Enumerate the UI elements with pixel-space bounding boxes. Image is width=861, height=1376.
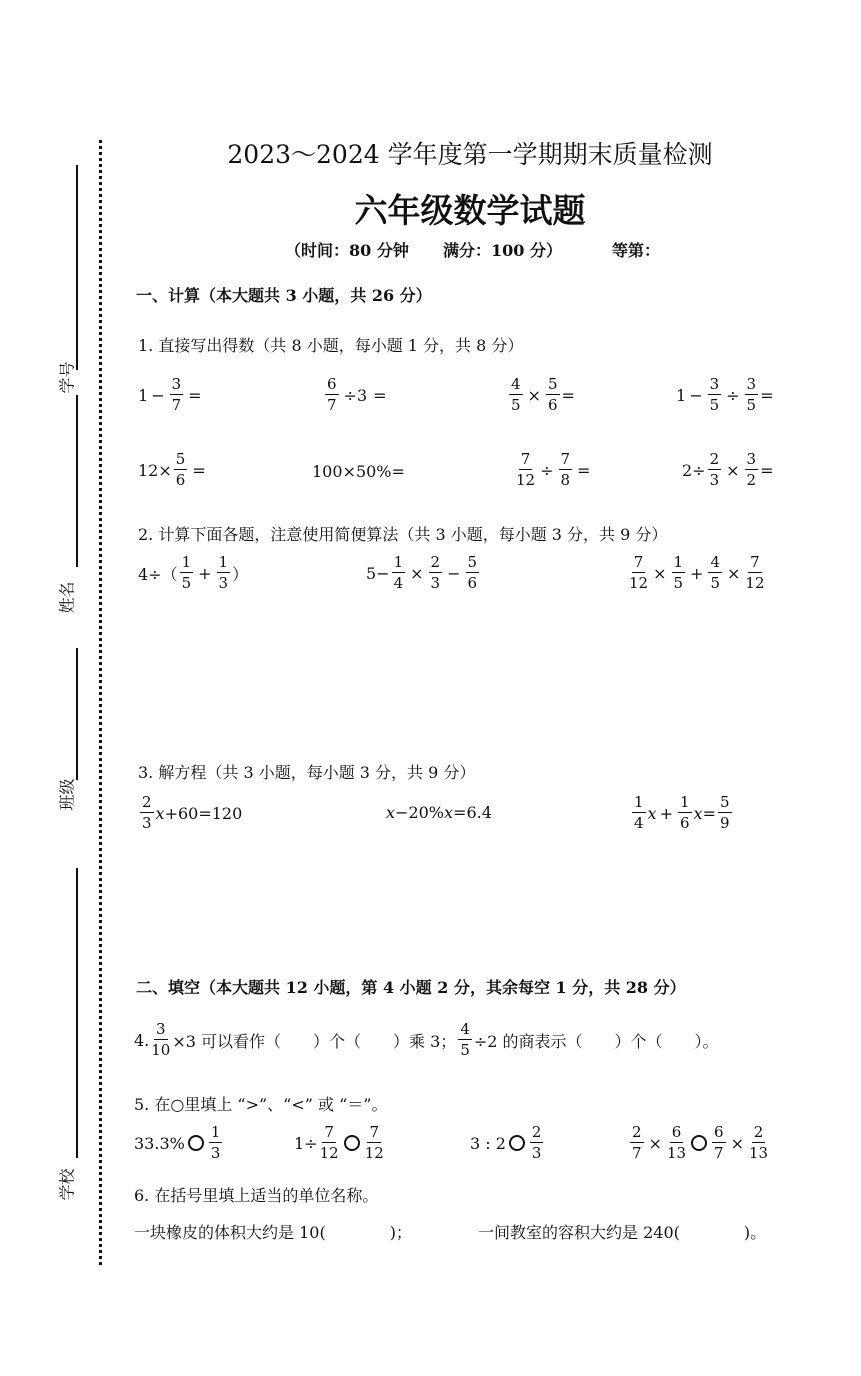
line-name — [76, 395, 78, 567]
section-1-heading: 一、计算（本大题共 3 小题，共 26 分） — [136, 286, 432, 305]
line-class — [76, 648, 78, 780]
q3-item-3: $\frac{1}{4}$ x + $\frac{1}{6}$ x = $\frac{5}{9}$ — [634, 793, 730, 832]
q3-item-2: x −20% x =6.4 — [386, 803, 492, 822]
q1-heading: 1. 直接写出得数（共 8 小题，每小题 1 分，共 8 分） — [138, 336, 524, 355]
q3-item-1: $\frac{2}{3}$ x +60=120 — [142, 793, 243, 832]
exam-subtitle: 六年级数学试题 — [354, 191, 586, 230]
q5-item-4: $\frac{2}{7}$ × $\frac{6}{13}$ $\frac{6}{7}$ × $\frac{2}{13}$ — [632, 1123, 769, 1162]
compare-circle[interactable] — [188, 1135, 204, 1151]
q6-item-1: 一块橡皮的体积大约是 10( )； — [134, 1223, 412, 1242]
q4: 4. $\frac{3}{10}$ ×3 可以看作（ ）个（ ）乘 3； $\frac{4}{5}$ ÷2 的商表示（ ）个（ ）。 — [134, 1020, 719, 1059]
label-student-id: 学号 — [57, 361, 77, 394]
exam-time: （时间：80 分钟 — [285, 241, 409, 260]
q1-item-1: 1 − $\frac{3}{7}$ = — [138, 375, 202, 414]
exam-score: 满分：100 分） — [443, 241, 562, 260]
q6-item-2: 一间教室的容积大约是 240( )。 — [478, 1223, 767, 1242]
q2-item-2: 5− $\frac{1}{4}$ × $\frac{2}{3}$ − $\frac{5}{6}$ — [366, 553, 478, 592]
q5-item-2: 1÷ $\frac{7}{12}$ $\frac{7}{12}$ — [294, 1123, 384, 1162]
q1-item-8: 2÷ $\frac{2}{3}$ × $\frac{3}{2}$ = — [682, 450, 774, 489]
section-2-heading: 二、填空（本大题共 12 小题，第 4 小题 2 分，其余每空 1 分，共 28 分） — [136, 978, 686, 997]
q3-heading: 3. 解方程（共 3 小题，每小题 3 分，共 9 分） — [138, 763, 476, 782]
q1-item-4: 1 − $\frac{3}{5}$ ÷ $\frac{3}{5}$ = — [676, 375, 774, 414]
compare-circle[interactable] — [691, 1135, 707, 1151]
q6-heading: 6. 在括号里填上适当的单位名称。 — [134, 1186, 379, 1205]
exam-grade: 等第： — [612, 241, 661, 260]
compare-circle[interactable] — [509, 1135, 525, 1151]
binding-dotted-line — [99, 140, 102, 1265]
label-class: 班级 — [57, 778, 77, 811]
q2-heading: 2. 计算下面各题，注意使用简便算法（共 3 小题，每小题 3 分，共 9 分） — [138, 525, 668, 544]
exam-title: 2023～2024 学年度第一学期期末质量检测 — [227, 140, 713, 169]
q1-item-6: 100×50%= — [312, 462, 405, 481]
compare-circle[interactable] — [344, 1135, 360, 1151]
q5-heading: 5. 在○里填上 “>”、“<” 或 “＝”。 — [134, 1095, 388, 1114]
q1-item-2: $\frac{6}{7}$ ÷3 = — [327, 375, 387, 414]
q1-item-7: $\frac{7}{12}$ ÷ $\frac{7}{8}$ = — [516, 450, 591, 489]
q2-item-1: 4÷（ $\frac{1}{5}$ + $\frac{1}{3}$ ） — [138, 553, 249, 592]
q1-item-3: $\frac{4}{5}$ × $\frac{5}{6}$ = — [511, 375, 575, 414]
label-name: 姓名 — [57, 581, 77, 614]
line-school — [76, 868, 78, 1158]
q5-item-1: 33.3% $\frac{1}{3}$ — [134, 1123, 221, 1162]
q1-item-5: 12× $\frac{5}{6}$ = — [138, 450, 206, 489]
q2-item-3: $\frac{7}{12}$ × $\frac{1}{5}$ + $\frac{4}{5}$ × $\frac{7}{12}$ — [629, 553, 765, 592]
label-school: 学校 — [57, 1168, 77, 1201]
q5-item-3: 3 : 2 $\frac{2}{3}$ — [470, 1123, 542, 1162]
